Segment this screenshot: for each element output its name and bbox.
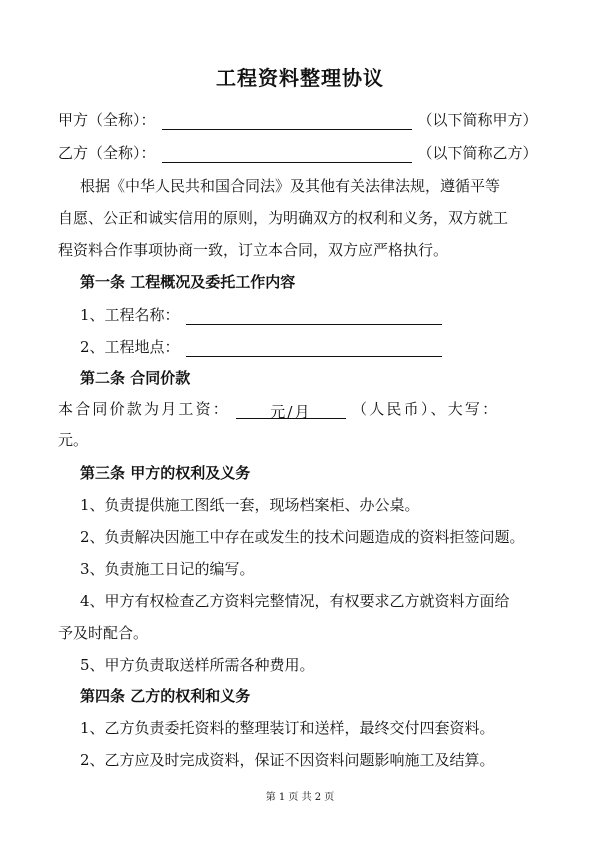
article2-heading: 第二条 合同价款	[80, 369, 191, 387]
document-title: 工程资料整理协议	[216, 66, 384, 90]
project-location-label: 2、工程地点：	[80, 338, 180, 356]
intro-line-3: 程资料合作事项协商一致，订立本合同，双方应严格执行。	[58, 241, 449, 259]
article4-heading: 第四条 乙方的权利和义务	[80, 687, 251, 705]
price-line	[58, 399, 548, 419]
article4-item-2: 2、乙方应及时完成资料，保证不因资料问题影响施工及结算。	[80, 751, 495, 769]
article3-item-1: 1、负责提供施工图纸一套，现场档案柜、办公桌。	[80, 496, 420, 514]
party-a-suffix: （以下简称甲方）	[417, 111, 538, 129]
article3-item-4-cont: 予及时配合。	[58, 624, 149, 642]
article3-item-5: 5、甲方负责取送样所需各种费用。	[80, 656, 315, 674]
project-name-line	[80, 305, 570, 325]
monthly-salary-field[interactable]: 元/月	[236, 402, 346, 419]
article1-heading: 第一条 工程概况及委托工作内容	[80, 273, 296, 291]
party-b-suffix: （以下简称乙方）	[417, 144, 538, 162]
party-a-label: 甲方（全称）：	[58, 111, 156, 129]
party-b-label: 乙方（全称）：	[58, 144, 156, 162]
project-location-field[interactable]	[186, 340, 442, 357]
party-b-name-field[interactable]	[162, 146, 412, 163]
price-prefix: 本合同价款为月工资：	[58, 400, 231, 418]
page-number: 第 1 页 共 2 页	[265, 792, 335, 803]
article4-item-1: 1、乙方负责委托资料的整理装订和送样，最终交付四套资料。	[80, 719, 495, 737]
party-a-line	[58, 110, 548, 130]
intro-line-2: 自愿、公正和诚实信用的原则，为明确双方的权利和义务，双方就工	[58, 209, 509, 227]
party-b-line	[58, 143, 548, 163]
project-name-label: 1、工程名称：	[80, 306, 180, 324]
article3-item-2: 2、负责解决因施工中存在或发生的技术问题造成的资料拒签问题。	[80, 528, 525, 546]
article3-item-3: 3、负责施工日记的编写。	[80, 560, 255, 578]
price-line-2: 元。	[58, 431, 89, 449]
article3-item-4: 4、甲方有权检查乙方资料完整情况，有权要求乙方就资料方面给	[80, 592, 510, 610]
project-location-line	[80, 337, 570, 357]
price-suffix: （人民币）、大写：	[352, 400, 500, 418]
party-a-name-field[interactable]	[162, 113, 412, 130]
article3-heading: 第三条 甲方的权利及义务	[80, 464, 251, 482]
project-name-field[interactable]	[186, 308, 442, 325]
intro-line-1: 根据《中华人民共和国合同法》及其他有关法律法规，遵循平等	[80, 177, 501, 195]
